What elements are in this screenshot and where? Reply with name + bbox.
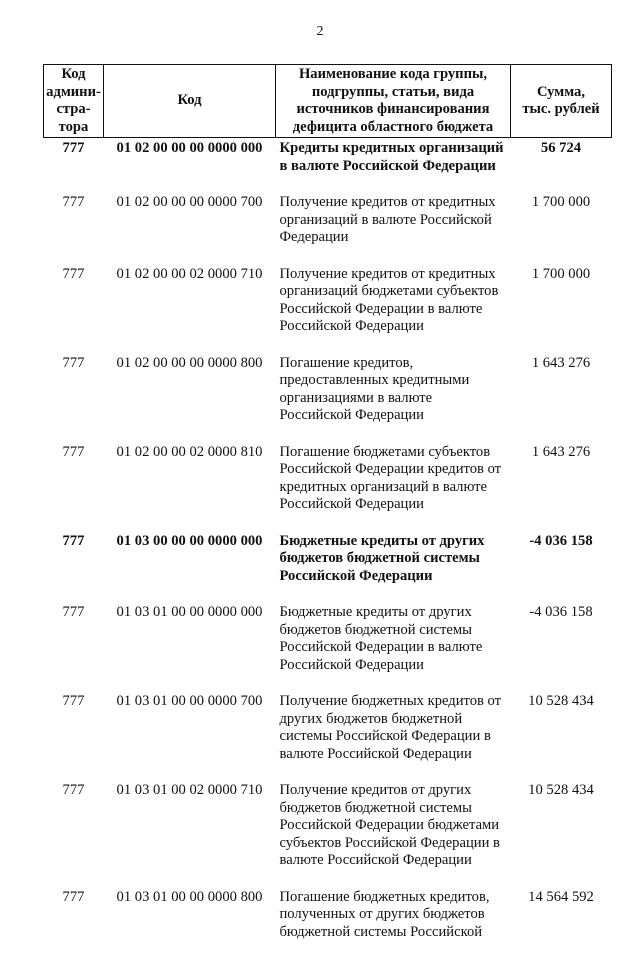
cell-name: Кредиты кредитных организаций в валюте Российской Федерации [276, 138, 511, 195]
table-row [44, 533, 612, 605]
cell-code: 01 03 01 00 00 0000 800 [104, 889, 276, 960]
cell-admin: 777 [44, 533, 104, 605]
table-row [44, 266, 612, 355]
cell-name: Получение бюджетных кредитов от других бюджетов бюджетной системы Российской Федерации в валюте Российской Федерации [276, 693, 511, 782]
cell-name: Погашение кредитов, предоставленных кредитными организациями в валюте Российской Федерации [276, 355, 511, 444]
cell-code: 01 03 00 00 00 0000 000 [104, 533, 276, 605]
header-name: Наименование кода группы, подгруппы, статьи, вида источников финансирования дефицита областного бюджета [276, 65, 511, 138]
cell-sum: -4 036 158 [511, 533, 612, 605]
cell-admin: 777 [44, 355, 104, 444]
cell-sum: 10 528 434 [511, 693, 612, 782]
cell-code: 01 02 00 00 02 0000 710 [104, 266, 276, 355]
header-sum: Сумма, тыс. рублей [511, 65, 612, 138]
table-row [44, 444, 612, 533]
cell-admin: 777 [44, 889, 104, 960]
cell-code: 01 02 00 00 00 0000 000 [104, 138, 276, 195]
cell-sum: 1 700 000 [511, 266, 612, 355]
cell-sum: 56 724 [511, 138, 612, 195]
page-number: 2 [0, 24, 640, 40]
table-body [44, 138, 612, 960]
cell-admin: 777 [44, 782, 104, 889]
cell-name: Бюджетные кредиты от других бюджетов бюджетной системы Российской Федерации [276, 533, 511, 605]
cell-code: 01 02 00 00 00 0000 700 [104, 194, 276, 266]
cell-code: 01 03 01 00 02 0000 710 [104, 782, 276, 889]
table-row [44, 355, 612, 444]
table-row [44, 194, 612, 266]
cell-admin: 777 [44, 194, 104, 266]
header-code: Код [104, 65, 276, 138]
budget-sources-table [43, 64, 612, 960]
cell-name: Получение кредитов от кредитных организаций в валюте Российской Федерации [276, 194, 511, 266]
table-header [44, 65, 612, 138]
cell-admin: 777 [44, 444, 104, 533]
cell-admin: 777 [44, 693, 104, 782]
cell-name: Бюджетные кредиты от других бюджетов бюджетной системы Российской Федерации в валюте Российской Федерации [276, 604, 511, 693]
cell-sum: -4 036 158 [511, 604, 612, 693]
cell-code: 01 02 00 00 02 0000 810 [104, 444, 276, 533]
header-admin-code: Код админи- стра- тора [44, 65, 104, 138]
cell-sum: 1 700 000 [511, 194, 612, 266]
cell-name: Получение кредитов от других бюджетов бюджетной системы Российской Федерации бюджетами субъектов Российской Федерации в валюте Российской Федерации [276, 782, 511, 889]
table-row [44, 604, 612, 693]
cell-name: Погашение бюджетами субъектов Российской Федерации кредитов от кредитных организаций в валюте Российской Федерации [276, 444, 511, 533]
cell-sum: 1 643 276 [511, 355, 612, 444]
table-row [44, 889, 612, 960]
cell-code: 01 02 00 00 00 0000 800 [104, 355, 276, 444]
cell-name: Погашение бюджетных кредитов, полученных от других бюджетов бюджетной системы Российской [276, 889, 511, 960]
cell-name: Получение кредитов от кредитных организаций бюджетами субъектов Российской Федерации в валюте Российской Федерации [276, 266, 511, 355]
table-row [44, 782, 612, 889]
cell-admin: 777 [44, 266, 104, 355]
table-row [44, 693, 612, 782]
cell-admin: 777 [44, 138, 104, 195]
table-header-row [44, 65, 612, 138]
cell-sum: 10 528 434 [511, 782, 612, 889]
cell-sum: 1 643 276 [511, 444, 612, 533]
cell-sum: 14 564 592 [511, 889, 612, 960]
cell-admin: 777 [44, 604, 104, 693]
cell-code: 01 03 01 00 00 0000 700 [104, 693, 276, 782]
table-row [44, 138, 612, 195]
cell-code: 01 03 01 00 00 0000 000 [104, 604, 276, 693]
